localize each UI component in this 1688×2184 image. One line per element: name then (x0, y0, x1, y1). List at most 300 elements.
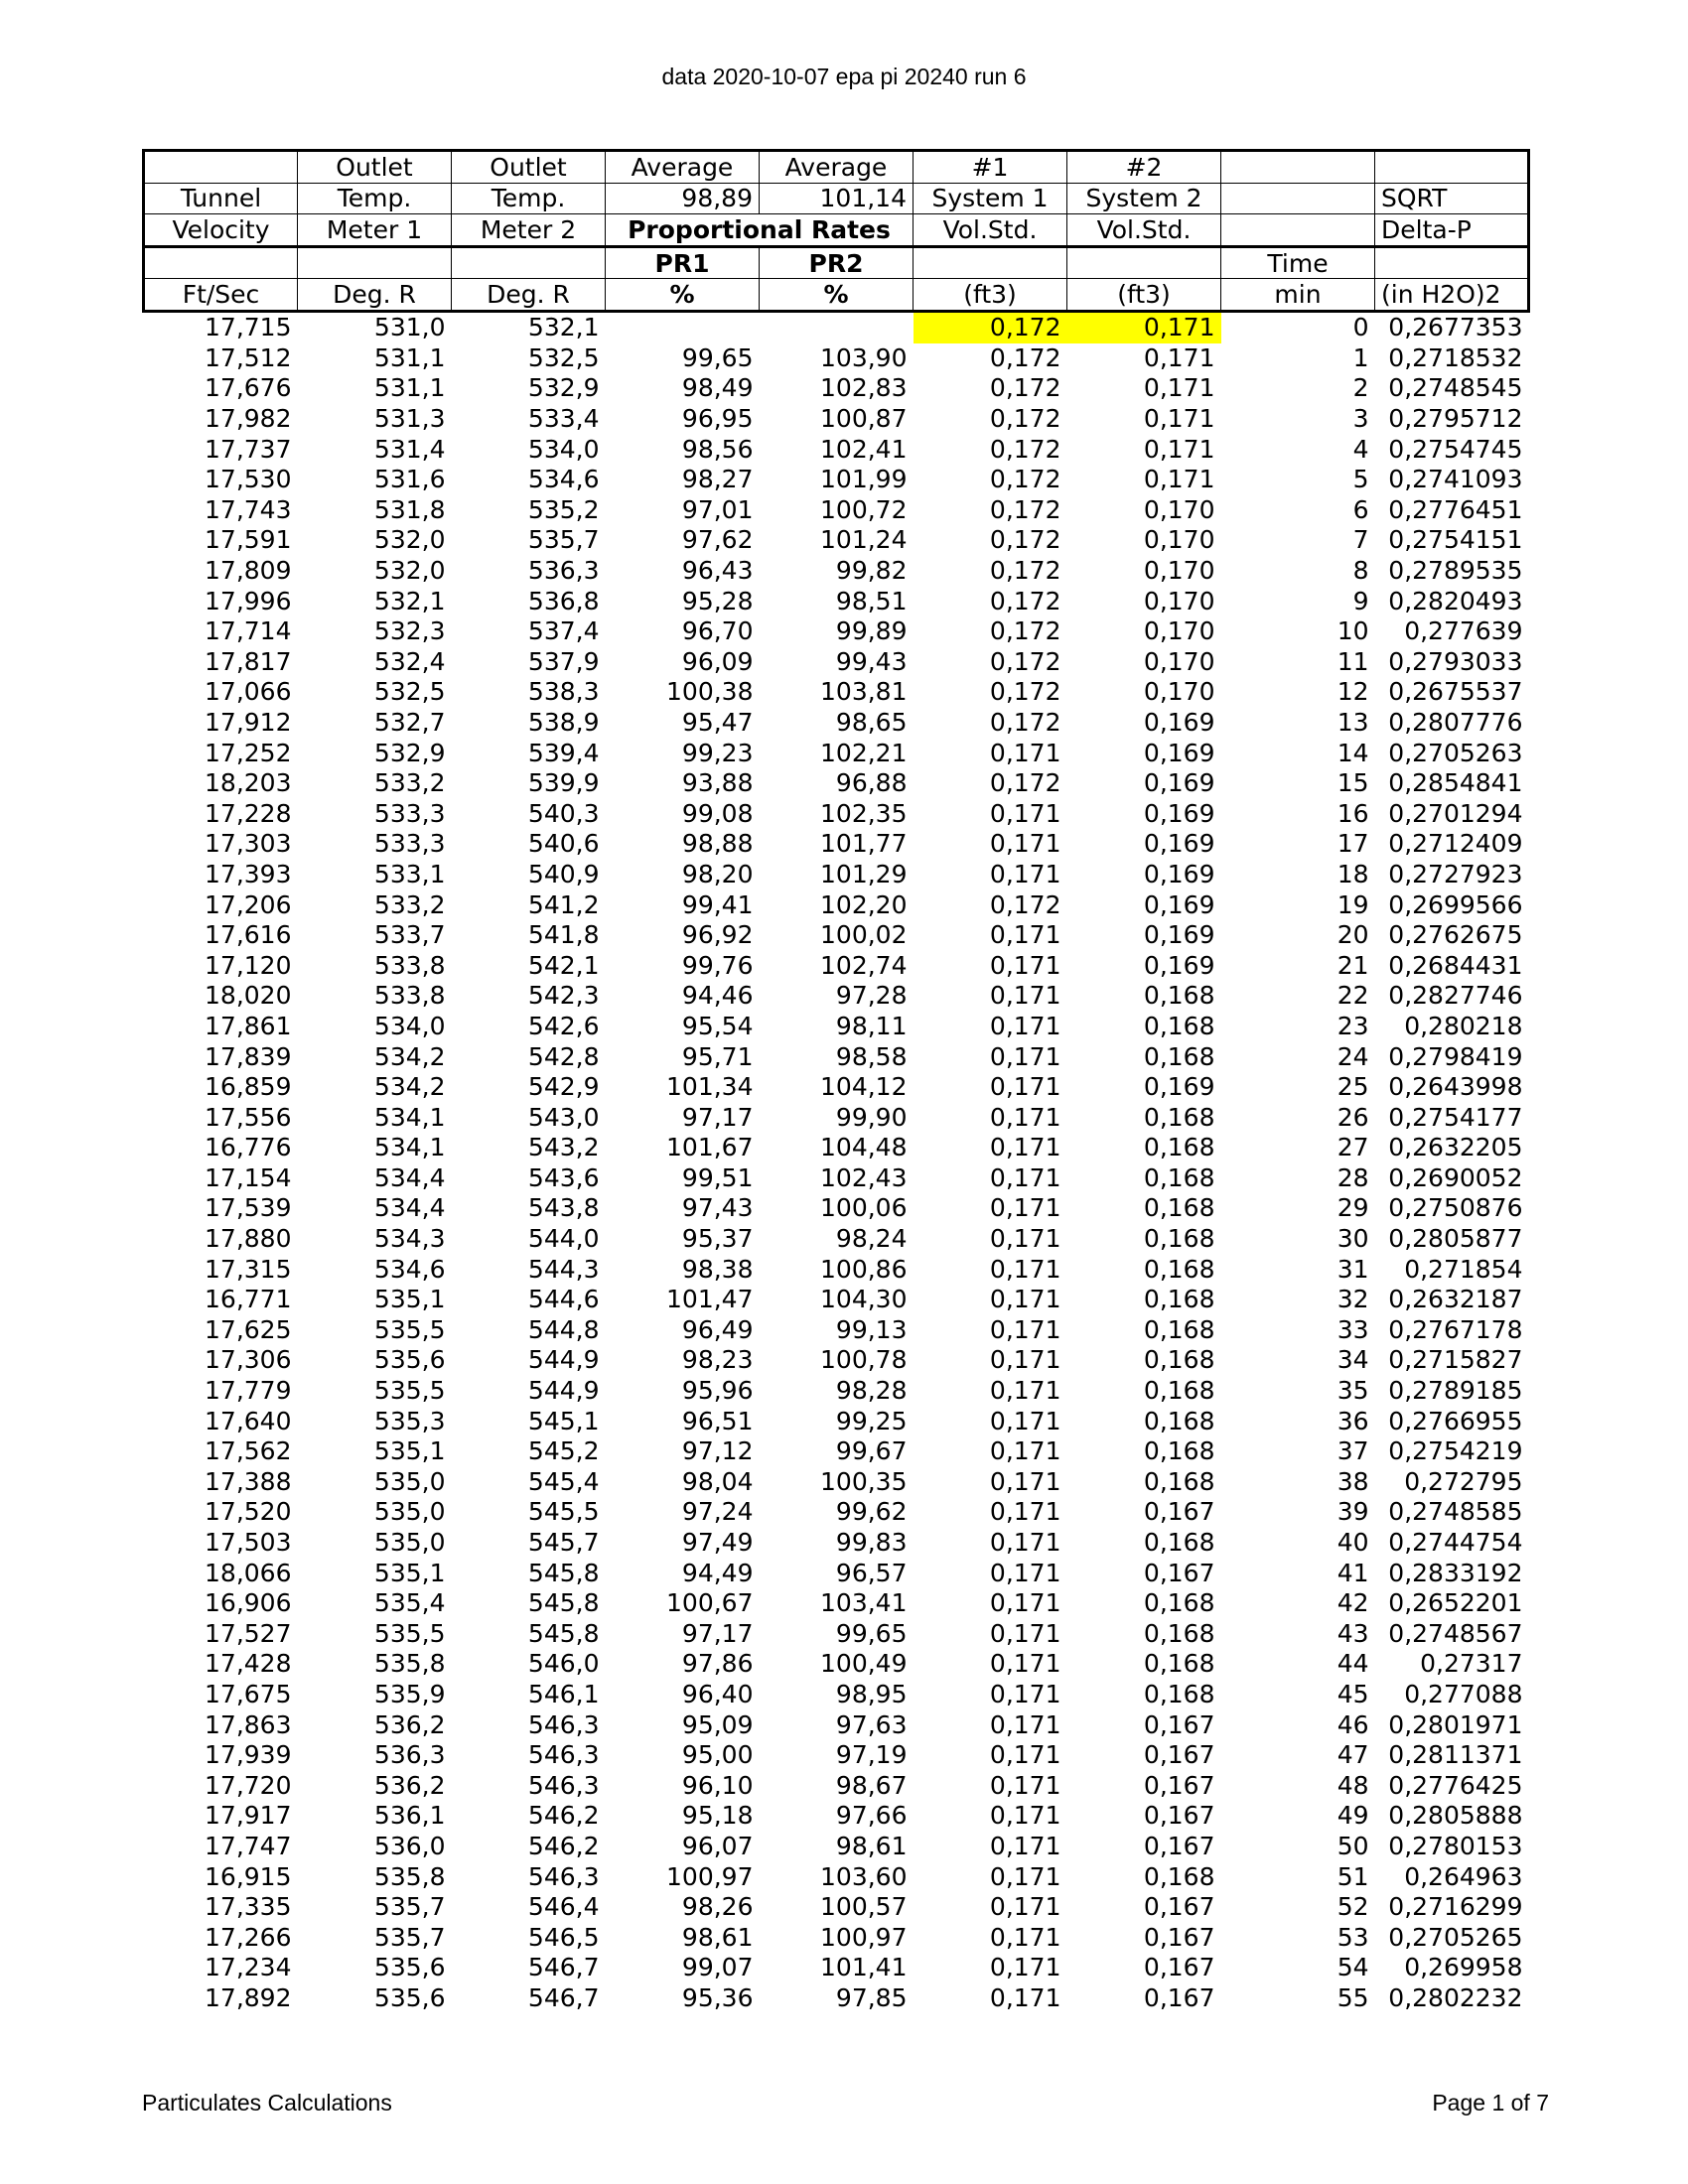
table-cell: 99,65 (835, 1618, 908, 1648)
table-cell: 7 (1352, 525, 1369, 555)
table-cell: 535,0 (373, 1466, 446, 1496)
table-row (144, 708, 1529, 739)
header-cell: Deg. R (452, 279, 606, 312)
table-cell: 0,171 (989, 1011, 1061, 1040)
header-cell (144, 151, 298, 184)
table-cell: 0,168 (1143, 1011, 1215, 1040)
table-row (144, 1406, 1529, 1436)
table-cell: 17,676 (205, 373, 292, 403)
table-cell: 0,170 (1143, 494, 1215, 524)
table-cell: 17,393 (205, 859, 292, 888)
table-cell: 0,2748567 (1388, 1618, 1523, 1648)
table-cell: 0,277639 (1404, 616, 1523, 646)
table-cell: 0,172 (989, 586, 1061, 615)
table-cell: 17,562 (205, 1436, 292, 1466)
table-cell: 532,3 (373, 616, 446, 646)
table-cell: 543,8 (527, 1193, 600, 1223)
table-cell: 99,76 (681, 950, 754, 980)
table-cell: 0,2712409 (1388, 829, 1523, 859)
table-cell: 100,97 (820, 1922, 908, 1952)
header-cell (452, 246, 606, 279)
table-cell: 545,8 (527, 1618, 600, 1648)
table-cell: 535,3 (373, 1406, 446, 1435)
table-row (144, 616, 1529, 647)
table-cell: 0,168 (1143, 1376, 1215, 1406)
table-cell: 531,8 (373, 494, 446, 524)
table-cell: 0,169 (1143, 707, 1215, 737)
table-cell: 0,171 (989, 1314, 1061, 1344)
page-number: Page 1 of 7 (1432, 2090, 1549, 2116)
table-cell: 0,2789535 (1388, 556, 1523, 586)
table-row (144, 1497, 1529, 1528)
table-cell: 17,839 (205, 1041, 292, 1071)
table-cell: 0,168 (1143, 1254, 1215, 1284)
table-cell: 0,168 (1143, 1466, 1215, 1496)
table-cell: 98,61 (681, 1922, 754, 1952)
table-cell: 0,168 (1143, 1436, 1215, 1466)
table-row (144, 1649, 1529, 1680)
table-cell: 99,41 (681, 889, 754, 919)
header-cell (1221, 214, 1375, 247)
table-cell: 93,88 (681, 768, 754, 798)
table-cell: 0,171 (989, 738, 1061, 767)
table-cell: 534,0 (527, 434, 600, 464)
header-cell: % (760, 279, 914, 312)
table-cell: 95,54 (681, 1011, 754, 1040)
table-cell: 54 (1336, 1953, 1369, 1982)
table-cell: 0,168 (1143, 1133, 1215, 1162)
table-cell: 542,1 (527, 950, 600, 980)
table-cell: 98,26 (681, 1892, 754, 1922)
table-cell: 0,2854841 (1388, 768, 1523, 798)
table-cell: 0 (1352, 313, 1369, 342)
header-cell: #2 (1067, 151, 1221, 184)
table-cell: 533,2 (373, 889, 446, 919)
table-cell: 0,171 (989, 829, 1061, 859)
table-cell: 95,71 (681, 1041, 754, 1071)
table-cell: 535,6 (373, 1345, 446, 1375)
table-cell: 0,171 (989, 1376, 1061, 1406)
table-cell: 49 (1336, 1801, 1369, 1831)
table-cell: 535,0 (373, 1528, 446, 1558)
table-cell: 0,169 (1143, 950, 1215, 980)
table-cell: 0,171 (989, 1162, 1061, 1192)
table-cell: 0,2748585 (1388, 1497, 1523, 1527)
table-cell: 6 (1352, 494, 1369, 524)
table-cell: 0,170 (1143, 646, 1215, 676)
table-cell: 0,171 (989, 1528, 1061, 1558)
table-cell: 102,35 (820, 798, 908, 828)
table-row (144, 1892, 1529, 1923)
table-cell: 546,7 (527, 1953, 600, 1982)
table-cell: 534,1 (373, 1102, 446, 1132)
table-cell: 11 (1336, 646, 1369, 676)
table-cell: 535,8 (373, 1649, 446, 1679)
table-cell: 99,43 (835, 646, 908, 676)
table-cell: 0,264963 (1404, 1861, 1523, 1891)
table-cell: 100,78 (820, 1345, 908, 1375)
table-cell: 534,4 (373, 1193, 446, 1223)
table-cell: 99,67 (835, 1436, 908, 1466)
table-cell: 0,168 (1143, 1193, 1215, 1223)
header-cell: Outlet (452, 151, 606, 184)
table-cell: 534,4 (373, 1162, 446, 1192)
header-cell: min (1221, 279, 1375, 312)
table-cell: 0,2750876 (1388, 1193, 1523, 1223)
table-row (144, 677, 1529, 708)
table-cell: 27 (1336, 1133, 1369, 1162)
table-cell: 0,171 (989, 1224, 1061, 1254)
table-cell: 0,169 (1143, 798, 1215, 828)
table-row (144, 465, 1529, 495)
table-cell: 0,2793033 (1388, 646, 1523, 676)
table-cell: 102,41 (820, 434, 908, 464)
table-cell: 0,171 (989, 1072, 1061, 1102)
table-cell: 534,0 (373, 1011, 446, 1040)
table-cell: 0,2776451 (1388, 494, 1523, 524)
table-cell: 97,19 (835, 1740, 908, 1770)
table-cell: 544,3 (527, 1254, 600, 1284)
table-row (144, 1619, 1529, 1650)
header-cell (1375, 151, 1529, 184)
table-cell: 35 (1336, 1376, 1369, 1406)
table-cell: 37 (1336, 1436, 1369, 1466)
table-row (144, 1163, 1529, 1194)
table-cell: 0,171 (989, 1892, 1061, 1922)
table-cell: 546,3 (527, 1709, 600, 1739)
table-cell: 0,171 (1143, 434, 1215, 464)
table-cell: 19 (1336, 889, 1369, 919)
table-cell: 17,527 (205, 1618, 292, 1648)
table-cell: 98,58 (835, 1041, 908, 1071)
table-cell: 535,1 (373, 1436, 446, 1466)
table-body (144, 311, 1529, 2013)
table-row (144, 1133, 1529, 1163)
header-cell: #1 (914, 151, 1067, 184)
table-cell: 0,171 (989, 1618, 1061, 1648)
table-cell: 0,171 (989, 1041, 1061, 1071)
table-cell: 20 (1336, 920, 1369, 950)
table-cell: 0,2716299 (1388, 1892, 1523, 1922)
table-cell: 16 (1336, 798, 1369, 828)
header-cell: (ft3) (914, 279, 1067, 312)
table-cell: 98,28 (835, 1376, 908, 1406)
table-cell: 0,168 (1143, 1041, 1215, 1071)
table-cell: 545,8 (527, 1558, 600, 1587)
table-cell: 0,2805888 (1388, 1801, 1523, 1831)
table-row (144, 1376, 1529, 1407)
table-cell: 0,2675537 (1388, 677, 1523, 707)
table-cell: 544,0 (527, 1224, 600, 1254)
table-cell: 98,88 (681, 829, 754, 859)
table-cell: 98,23 (681, 1345, 754, 1375)
table-cell: 96,40 (681, 1679, 754, 1708)
table-cell: 532,1 (373, 586, 446, 615)
table-cell: 33 (1336, 1314, 1369, 1344)
table-cell: 0,171 (1143, 342, 1215, 372)
table-cell: 96,49 (681, 1314, 754, 1344)
header-cell: SQRT (1375, 183, 1529, 214)
table-cell: 531,1 (373, 342, 446, 372)
table-cell: 21 (1336, 950, 1369, 980)
table-cell: 0,2652201 (1388, 1588, 1523, 1618)
header-cell: Vol.Std. (1067, 214, 1221, 247)
table-row (144, 798, 1529, 829)
table-cell: 0,171 (989, 981, 1061, 1011)
table-cell: 99,07 (681, 1953, 754, 1982)
table-cell: 0,2744754 (1388, 1528, 1523, 1558)
table-cell: 0,171 (989, 1497, 1061, 1527)
table-cell: 0,2811371 (1388, 1740, 1523, 1770)
table-cell: 0,170 (1143, 677, 1215, 707)
table-cell: 17,892 (205, 1982, 292, 2012)
table-cell: 99,51 (681, 1162, 754, 1192)
table-cell: 0,167 (1143, 1558, 1215, 1587)
table-cell: 101,67 (666, 1133, 754, 1162)
table-cell: 545,5 (527, 1497, 600, 1527)
table-cell: 0,2789185 (1388, 1376, 1523, 1406)
table-cell: 98,11 (835, 1011, 908, 1040)
table-cell: 96,57 (835, 1558, 908, 1587)
table-cell: 534,6 (373, 1254, 446, 1284)
table-cell: 44 (1336, 1649, 1369, 1679)
table-cell: 48 (1336, 1770, 1369, 1800)
table-cell: 99,08 (681, 798, 754, 828)
table-cell: 0,2795712 (1388, 404, 1523, 434)
table-row (144, 434, 1529, 465)
table-cell: 17,880 (205, 1224, 292, 1254)
table-cell: 102,43 (820, 1162, 908, 1192)
table-cell: 0,2801971 (1388, 1709, 1523, 1739)
table-cell: 0,2807776 (1388, 707, 1523, 737)
average-pr2-value: 101,14 (760, 183, 914, 214)
table-cell: 537,9 (527, 646, 600, 676)
table-cell: 546,5 (527, 1922, 600, 1952)
table-cell: 535,7 (373, 1892, 446, 1922)
table-cell: 0,2701294 (1388, 798, 1523, 828)
table-cell: 532,1 (527, 313, 600, 342)
table-cell: 0,168 (1143, 1406, 1215, 1435)
table-cell: 0,169 (1143, 768, 1215, 798)
table-cell: 532,5 (373, 677, 446, 707)
table-row (144, 1285, 1529, 1315)
table-cell: 538,3 (527, 677, 600, 707)
table-cell: 0,172 (989, 556, 1061, 586)
table-cell: 0,2798419 (1388, 1041, 1523, 1071)
header-row-5 (144, 279, 1529, 312)
table-cell: 535,5 (373, 1618, 446, 1648)
table-cell: 96,09 (681, 646, 754, 676)
header-cell: PR2 (760, 246, 914, 279)
data-table (142, 149, 1530, 2013)
table-row (144, 647, 1529, 678)
table-cell: 38 (1336, 1466, 1369, 1496)
table-cell: 0,168 (1143, 1314, 1215, 1344)
table-row (144, 1528, 1529, 1559)
table-cell: 0,171 (1143, 404, 1215, 434)
table-cell: 0,167 (1143, 1922, 1215, 1952)
average-pr1-value: 98,89 (606, 183, 760, 214)
table-cell: 4 (1352, 434, 1369, 464)
table-cell: 542,6 (527, 1011, 600, 1040)
table-cell: 544,8 (527, 1314, 600, 1344)
table-cell: 96,70 (681, 616, 754, 646)
table-cell: 533,3 (373, 798, 446, 828)
header-cell: Average (606, 151, 760, 184)
table-cell: 0,2762675 (1388, 920, 1523, 950)
table-cell: 47 (1336, 1740, 1369, 1770)
table-cell: 31 (1336, 1254, 1369, 1284)
table-cell: 535,6 (373, 1953, 446, 1982)
table-cell: 543,6 (527, 1162, 600, 1192)
table-cell: 0,2802232 (1388, 1982, 1523, 2012)
table-cell: 0,2699566 (1388, 889, 1523, 919)
table-cell: 26 (1336, 1102, 1369, 1132)
table-cell: 546,3 (527, 1770, 600, 1800)
table-cell: 97,85 (835, 1982, 908, 2012)
table-cell: 533,1 (373, 859, 446, 888)
table-cell: 100,35 (820, 1466, 908, 1496)
table-cell: 101,34 (666, 1072, 754, 1102)
table-cell: 0,2754219 (1388, 1436, 1523, 1466)
table-cell: 100,06 (820, 1193, 908, 1223)
table-cell: 17,715 (205, 313, 292, 342)
header-cell: Outlet (298, 151, 452, 184)
table-cell: 46 (1336, 1709, 1369, 1739)
table-row (144, 1345, 1529, 1376)
table-cell: 16,776 (205, 1133, 292, 1162)
table-cell: 97,86 (681, 1649, 754, 1679)
table-cell: 53 (1336, 1922, 1369, 1952)
table-row (144, 1315, 1529, 1346)
table-row (144, 829, 1529, 860)
table-row (144, 404, 1529, 435)
table-cell: 34 (1336, 1345, 1369, 1375)
table-cell: 17,996 (205, 586, 292, 615)
table-cell: 18,066 (205, 1558, 292, 1587)
table-cell: 0,172 (989, 525, 1061, 555)
table-cell: 98,67 (835, 1770, 908, 1800)
table-cell: 538,9 (527, 707, 600, 737)
table-cell: 0,2684431 (1388, 950, 1523, 980)
table-cell: 534,2 (373, 1041, 446, 1071)
table-cell: 41 (1336, 1558, 1369, 1587)
table-cell: 540,6 (527, 829, 600, 859)
table-cell: 0,172 (989, 434, 1061, 464)
table-cell: 99,90 (835, 1102, 908, 1132)
table-cell: 17,512 (205, 342, 292, 372)
table-cell: 0,169 (1143, 889, 1215, 919)
table-cell: 103,90 (820, 342, 908, 372)
table-cell: 99,65 (681, 342, 754, 372)
table-cell: 0,171 (1143, 373, 1215, 403)
table-cell: 0,2741093 (1388, 465, 1523, 494)
table-cell: 17,720 (205, 1770, 292, 1800)
table-cell: 0,167 (1143, 1709, 1215, 1739)
table-cell: 52 (1336, 1892, 1369, 1922)
header-cell: Velocity (144, 214, 298, 247)
table-cell: 531,1 (373, 373, 446, 403)
table-cell: 98,51 (835, 586, 908, 615)
table-cell: 545,1 (527, 1406, 600, 1435)
table-cell: 535,7 (373, 1922, 446, 1952)
table-cell: 51 (1336, 1861, 1369, 1891)
table-row (144, 1832, 1529, 1862)
table-row (144, 1740, 1529, 1771)
table-cell: 533,2 (373, 768, 446, 798)
table-cell: 0,2805877 (1388, 1224, 1523, 1254)
table-cell: 535,0 (373, 1497, 446, 1527)
table-cell: 95,18 (681, 1801, 754, 1831)
table-cell: 0,171 (989, 1801, 1061, 1831)
table-cell: 8 (1352, 556, 1369, 586)
table-cell: 1 (1352, 342, 1369, 372)
table-cell: 0,171 (989, 1861, 1061, 1891)
table-row (144, 1072, 1529, 1103)
header-cell (1067, 246, 1221, 279)
table-cell: 97,28 (835, 981, 908, 1011)
table-cell: 17,539 (205, 1193, 292, 1223)
header-cell: Temp. (452, 183, 606, 214)
table-cell: 32 (1336, 1285, 1369, 1314)
table-row (144, 495, 1529, 526)
table-cell: 546,1 (527, 1679, 600, 1708)
table-row (144, 1193, 1529, 1224)
table-cell: 0,2766955 (1388, 1406, 1523, 1435)
table-cell: 45 (1336, 1679, 1369, 1708)
table-row (144, 1680, 1529, 1710)
table-cell: 95,37 (681, 1224, 754, 1254)
table-cell: 535,1 (373, 1285, 446, 1314)
table-row (144, 1953, 1529, 1983)
table-cell: 0,171 (989, 859, 1061, 888)
header-row-4 (144, 246, 1529, 279)
table-cell: 536,8 (527, 586, 600, 615)
header-row-3 (144, 214, 1529, 247)
table-cell: 102,20 (820, 889, 908, 919)
table-cell: 5 (1352, 465, 1369, 494)
table-cell: 99,23 (681, 738, 754, 767)
table-cell: 0,169 (1143, 829, 1215, 859)
table-cell: 18 (1336, 859, 1369, 888)
table-cell: 0,171 (989, 1345, 1061, 1375)
table-cell: 17,520 (205, 1497, 292, 1527)
table-cell: 539,9 (527, 768, 600, 798)
table-cell: 535,4 (373, 1588, 446, 1618)
table-cell: 0,167 (1143, 1770, 1215, 1800)
table-row (144, 1224, 1529, 1255)
table-cell: 532,7 (373, 707, 446, 737)
table-cell: 0,171 (989, 1922, 1061, 1952)
table-cell: 0,2705265 (1388, 1922, 1523, 1952)
header-cell: Average (760, 151, 914, 184)
header-cell: Time (1221, 246, 1375, 279)
header-cell: System 2 (1067, 183, 1221, 214)
table-cell: 0,2632187 (1388, 1285, 1523, 1314)
table-cell: 536,1 (373, 1801, 446, 1831)
table-cell: 0,172 (989, 646, 1061, 676)
header-cell (1221, 183, 1375, 214)
table-cell: 0,171 (989, 950, 1061, 980)
table-cell: 0,2748545 (1388, 373, 1523, 403)
table-cell: 532,5 (527, 342, 600, 372)
table-cell: 0,2632205 (1388, 1133, 1523, 1162)
table-cell: 0,168 (1143, 1102, 1215, 1132)
table-cell: 0,170 (1143, 586, 1215, 615)
table-cell: 531,0 (373, 313, 446, 342)
table-cell: 9 (1352, 586, 1369, 615)
table-cell: 546,3 (527, 1740, 600, 1770)
